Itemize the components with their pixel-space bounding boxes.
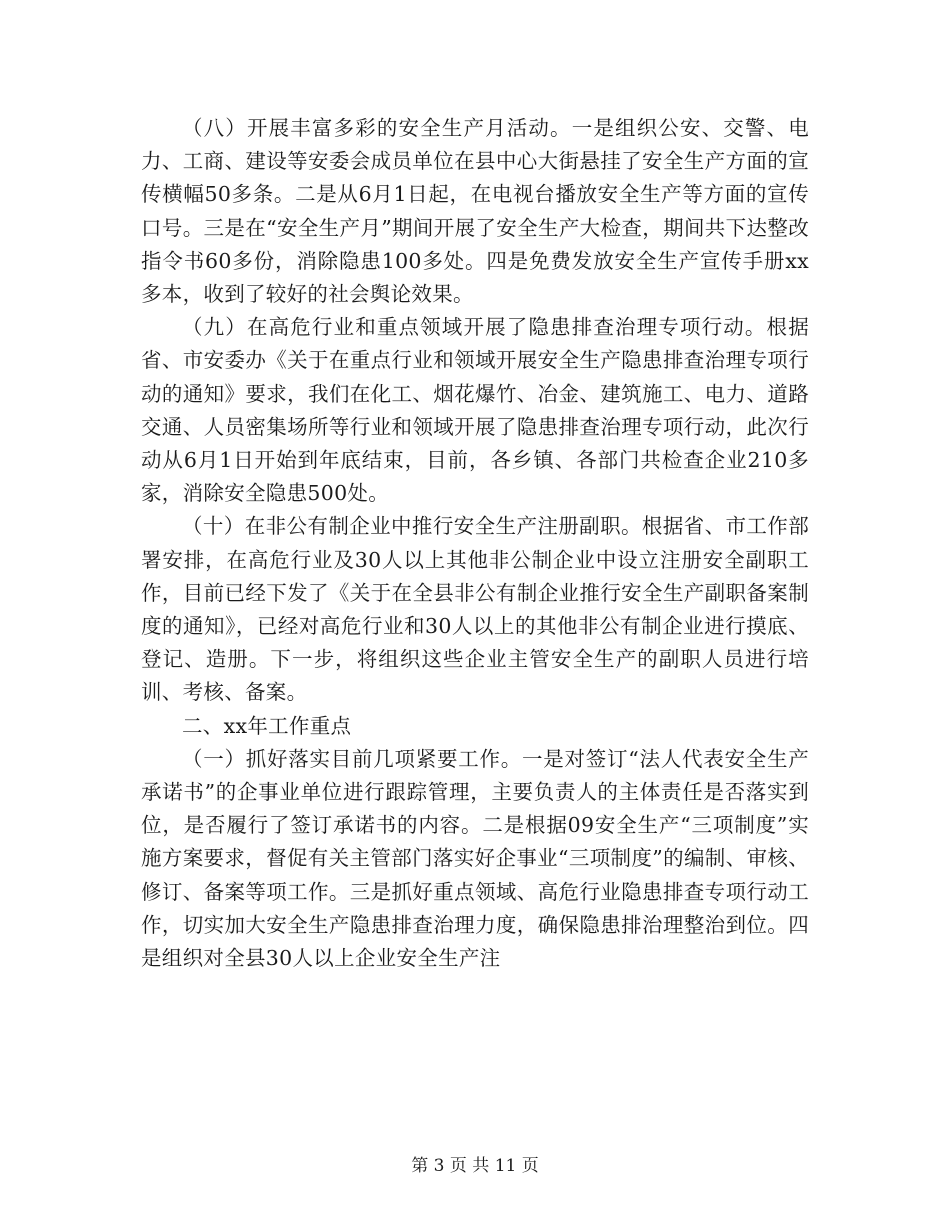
paragraph-nine: （九）在高危行业和重点领域开展了隐患排查治理专项行动。根据省、市安委办《关于在重点行业和领域开展安全生产隐患排查治理专项行动的通知》要求，我们在化工、烟花爆竹、冶金、建筑施工、电力、道路交通、人员密集场所等行业和领域开展了隐患排查治理专项行动，此次行动从6月1日开始到年底结束，目前，各乡镇、各部门共检查企业210多家，消除安全隐患500处。 [141, 315, 809, 506]
page-number-label: 第 3 页 共 11 页 [411, 1156, 539, 1176]
section-heading: 二、xx年工作重点 [182, 713, 352, 738]
paragraph-eight: （八）开展丰富多彩的安全生产月活动。一是组织公安、交警、电力、工商、建设等安委会成员单位在县中心大街悬挂了安全生产方面的宣传横幅50多条。二是从6月1日起，在电视台播放安全生产等方面的宣传口号。三是在“安全生产月”期间开展了安全生产大检查，期间共下达整改指令书60多份，消除隐患100多处。四是免费发放安全生产宣传手册xx多本，收到了较好的社会舆论效果。 [141, 116, 809, 307]
paragraph-ten: （十）在非公有制企业中推行安全生产注册副职。根据省、市工作部署安排，在高危行业及30人以上其他非公制企业中设立注册安全副职工作，目前已经下发了《关于在全县非公有制企业推行安全生产副职备案制度的通知》，已经对高危行业和30人以上的其他非公有制企业进行摸底、登记、造册。下一步，将组织这些企业主管安全生产的副职人员进行培训、考核、备案。 [141, 514, 809, 705]
document-body [141, 112, 809, 975]
page-footer [0, 1154, 950, 1178]
paragraph-section-one: （一）抓好落实目前几项紧要工作。一是对签订“法人代表安全生产承诺书”的企事业单位进行跟踪管理，主要负责人的主体责任是否落实到位，是否履行了签订承诺书的内容。二是根据09安全生产“三项制度”实施方案要求，督促有关主管部门落实好企事业“三项制度”的编制、审核、修订、备案等项工作。三是抓好重点领域、高危行业隐患排查专项行动工作，切实加大安全生产隐患排查治理力度，确保隐患排治理整治到位。四是组织对全县30人以上企业安全生产注 [141, 746, 809, 971]
